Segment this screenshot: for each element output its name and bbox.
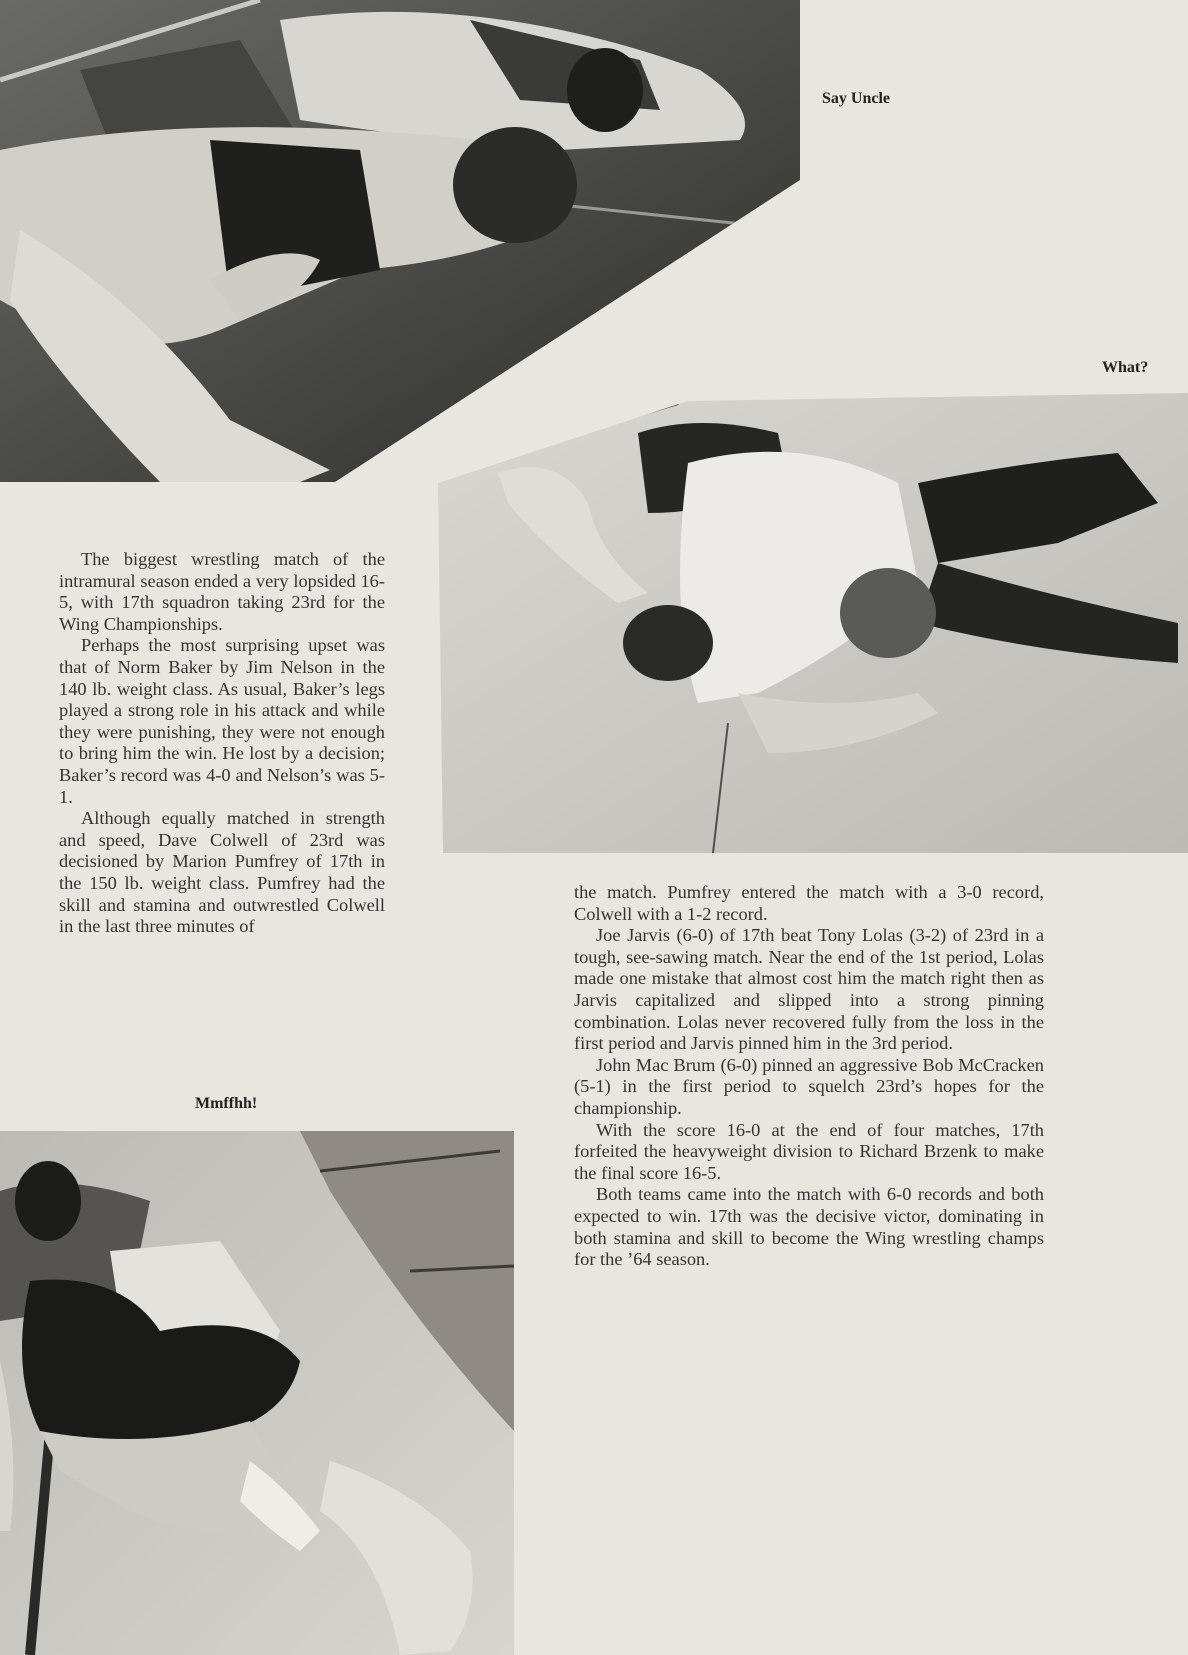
article-paragraph: Although equally matched in strength and speed, Dave Colwell of 23rd was decisioned by Marion Pumfrey of 17th in the 150 lb. weight class. Pumfrey had the skill and stamina and outwrestled Colwell in the last three minutes of [59, 808, 385, 937]
say-uncle-caption: Say Uncle [822, 90, 890, 107]
article-paragraph: With the score 16-0 at the end of four matches, 17th forfeited the heavyweight division to Richard Brzenk to make the final score 16-5. [574, 1119, 1044, 1183]
article-paragraph: the match. Pumfrey entered the match with a 3-0 record, Colwell with a 1-2 record. [574, 882, 1044, 924]
article-paragraph: The biggest wrestling match of the intramural season ended a very lopsided 16-5, with 17th squadron taking 23rd for the Wing Championships. [59, 549, 385, 634]
article-left-column [59, 549, 385, 938]
bottom-wrestling-photo [0, 1131, 514, 1655]
article-right-column [574, 882, 1044, 1271]
article-paragraph: Both teams came into the match with 6-0 records and both expected to win. 17th was the decisive victor, dominating in both stamina and skill to become the Wing wrestling champs for the ’64 season. [574, 1184, 1044, 1270]
article-paragraph: Perhaps the most surprising upset was that of Norm Baker by Jim Nelson in the 140 lb. weight class. As usual, Baker’s legs played a strong role in his attack and while they were punishing, they were not enough to bring him the win. He lost by a decision; Baker’s record was 4-0 and Nelson’s was 5-1. [59, 635, 385, 807]
article-paragraph: Joe Jarvis (6-0) of 17th beat Tony Lolas (3-2) of 23rd in a tough, see-sawing match. Near the end of the 1st period, Lolas made one mistake that almost cost him the match right then as Jarvis capitalized and slipped into a strong pinning combination. Lolas never recovered fully from the loss in the first period and Jarvis pinned him in the 3rd period. [574, 925, 1044, 1054]
what-caption: What? [1102, 359, 1149, 376]
article-paragraph: John Mac Brum (6-0) pinned an aggressive Bob McCracken (5-1) in the first period to squelch 23rd’s hopes for the championship. [574, 1054, 1044, 1118]
mmffhh-caption: Mmffhh! [195, 1095, 258, 1112]
middle-wrestling-photo [438, 393, 1188, 853]
